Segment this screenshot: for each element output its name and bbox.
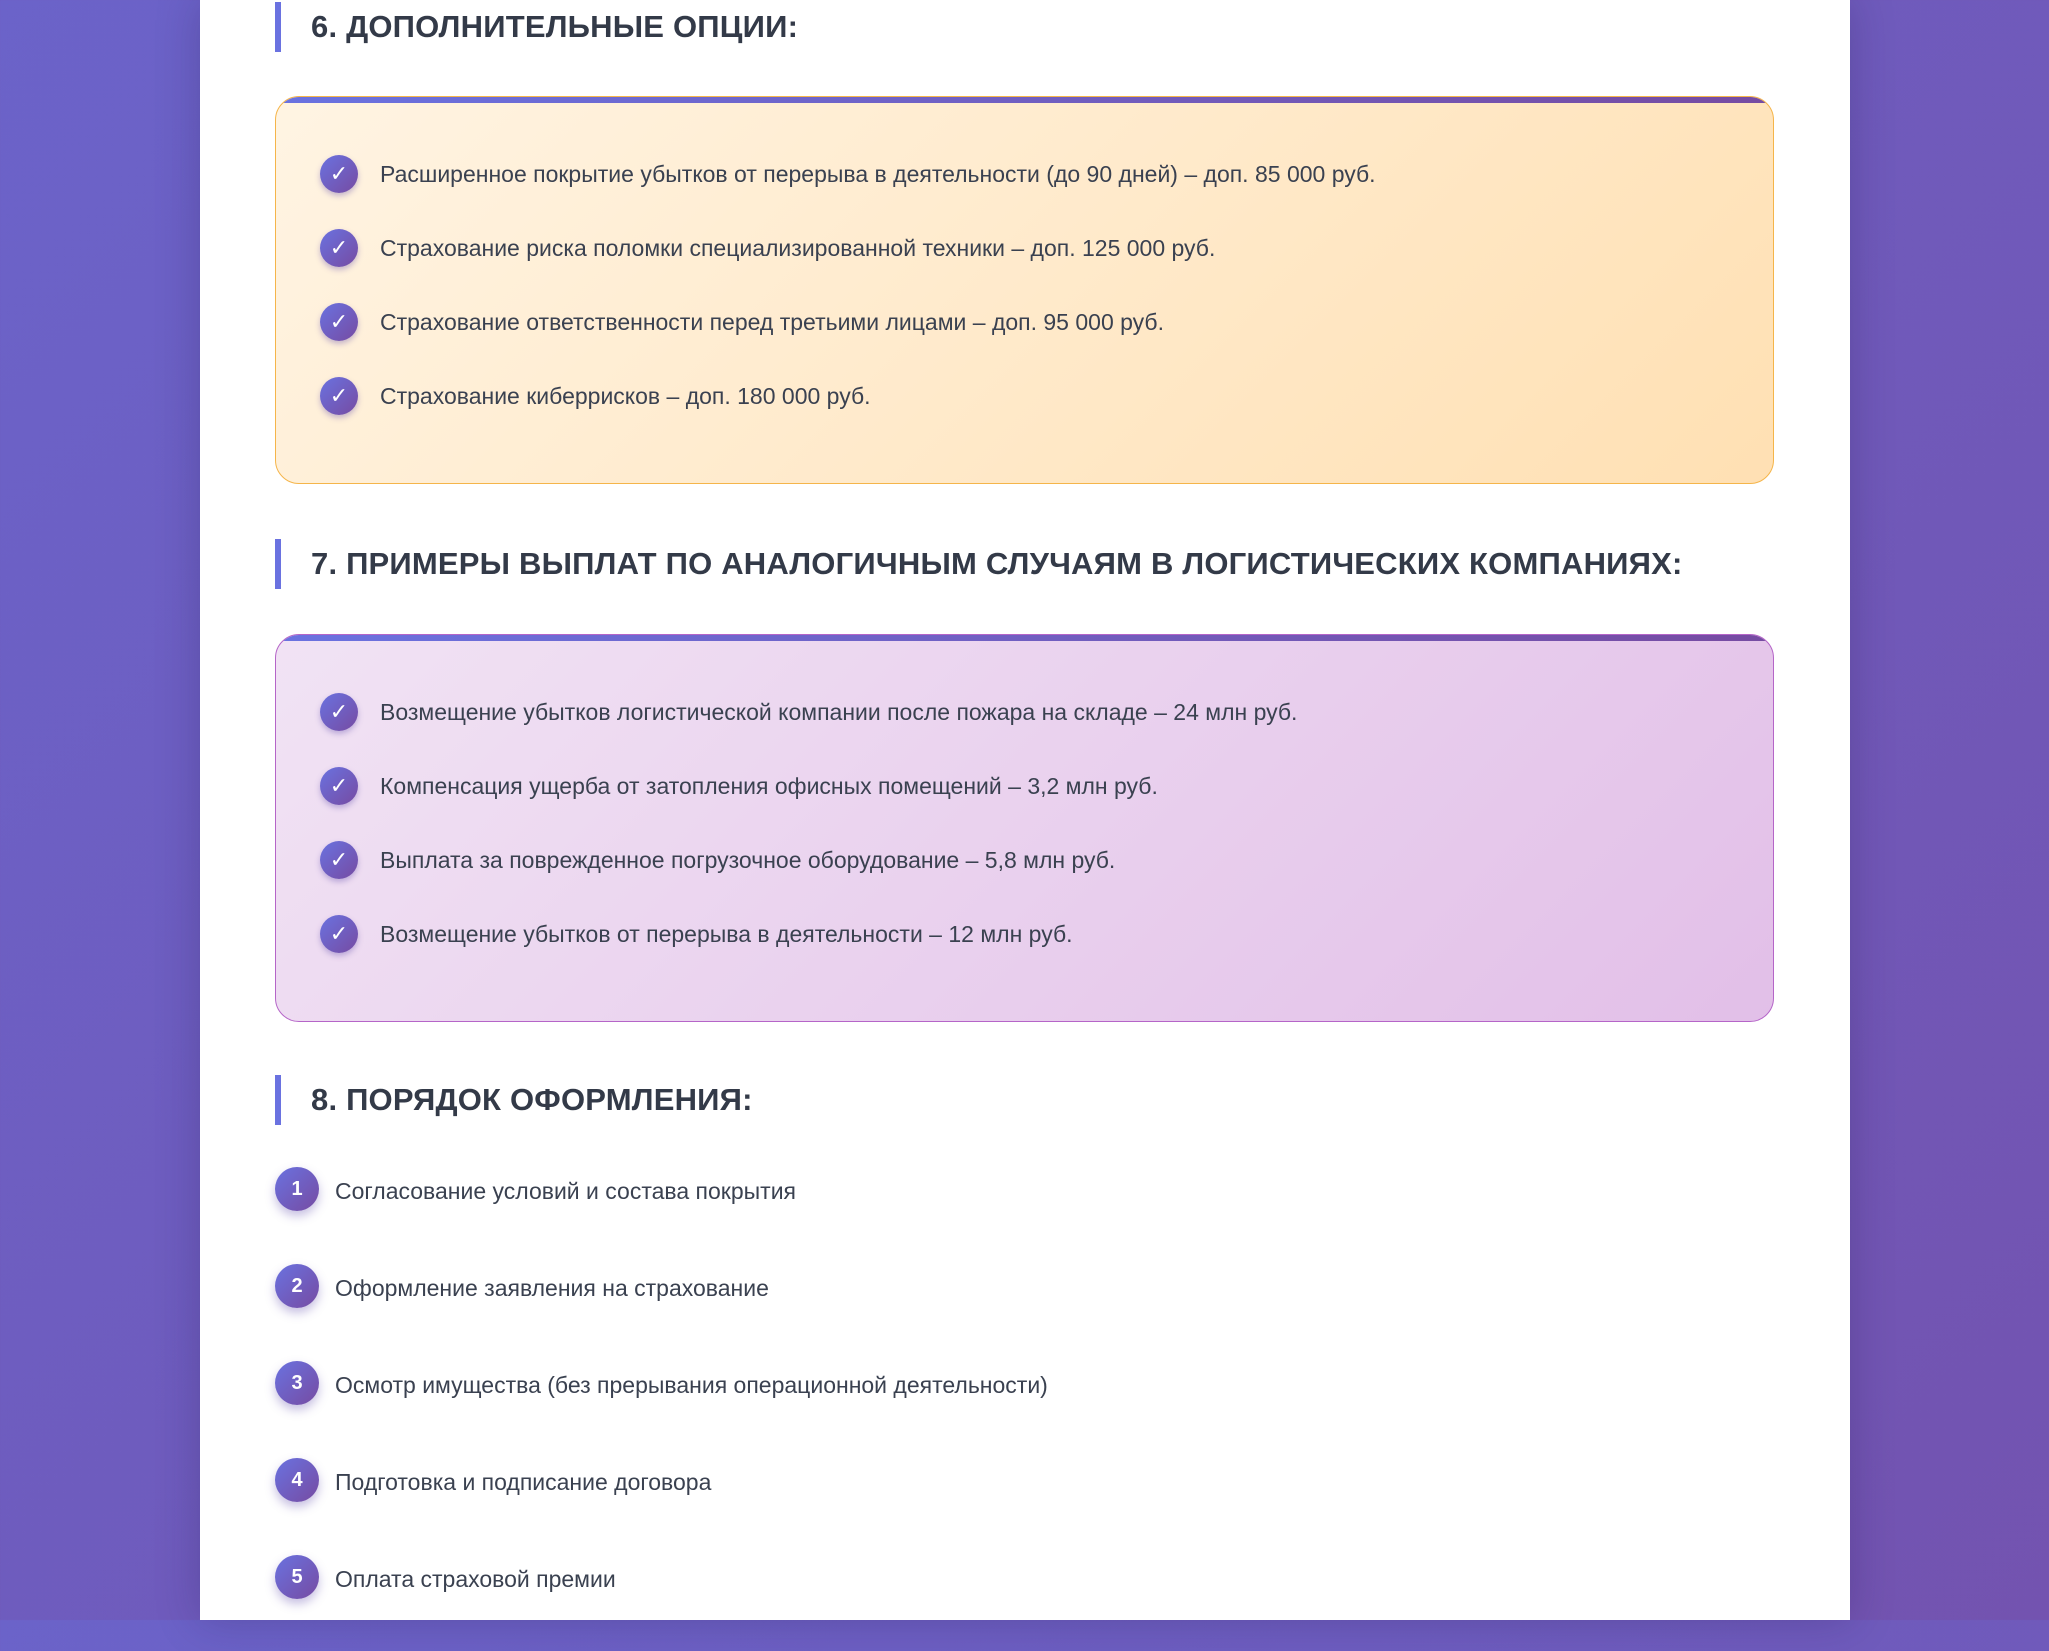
step-text: Оформление заявления на страхование (335, 1274, 769, 1301)
payout-examples-list (276, 635, 1773, 953)
step-number-badge: 4 (275, 1458, 319, 1502)
list-item (320, 155, 1773, 193)
check-icon: ✓ (320, 693, 358, 731)
section-title-procedure: 8. ПОРЯДОК ОФОРМЛЕНИЯ: (275, 1075, 753, 1125)
list-item (320, 915, 1773, 953)
step-item (275, 1263, 1048, 1309)
list-item-text: Возмещение убытков от перерыва в деятельности – 12 млн руб. (380, 920, 1073, 947)
list-item-text: Расширенное покрытие убытков от перерыва в деятельности (до 90 дней) – доп. 85 000 руб. (380, 160, 1376, 187)
check-icon: ✓ (320, 841, 358, 879)
document-page (200, 0, 1850, 1620)
step-number-badge: 1 (275, 1167, 319, 1211)
list-item (320, 841, 1773, 879)
check-icon: ✓ (320, 229, 358, 267)
payout-examples-card (275, 634, 1774, 1022)
list-item-text: Выплата за поврежденное погрузочное оборудование – 5,8 млн руб. (380, 846, 1116, 873)
check-icon: ✓ (320, 767, 358, 805)
step-item (275, 1360, 1048, 1406)
step-number-badge: 2 (275, 1264, 319, 1308)
additional-options-card (275, 96, 1774, 484)
check-icon: ✓ (320, 303, 358, 341)
step-text: Оплата страховой премии (335, 1565, 616, 1592)
step-item (275, 1554, 1048, 1600)
list-item (320, 303, 1773, 341)
check-icon: ✓ (320, 915, 358, 953)
step-text: Согласование условий и состава покрытия (335, 1177, 797, 1204)
list-item (320, 229, 1773, 267)
check-icon: ✓ (320, 377, 358, 415)
procedure-steps-list (275, 1166, 1048, 1651)
list-item (320, 377, 1773, 415)
list-item-text: Страхование киберрисков – доп. 180 000 руб. (380, 382, 871, 409)
check-icon: ✓ (320, 155, 358, 193)
list-item (320, 767, 1773, 805)
step-item (275, 1457, 1048, 1503)
list-item-text: Страхование риска поломки специализированной техники – доп. 125 000 руб. (380, 234, 1216, 261)
section-title-additional-options: 6. ДОПОЛНИТЕЛЬНЫЕ ОПЦИИ: (275, 2, 798, 52)
additional-options-list (276, 97, 1773, 415)
section-title-payout-examples: 7. ПРИМЕРЫ ВЫПЛАТ ПО АНАЛОГИЧНЫМ СЛУЧАЯМ В ЛОГИСТИЧЕСКИХ КОМПАНИЯХ: (275, 539, 1683, 589)
list-item (320, 693, 1773, 731)
step-text: Осмотр имущества (без прерывания операционной деятельности) (335, 1371, 1048, 1398)
list-item-text: Страхование ответственности перед третьими лицами – доп. 95 000 руб. (380, 308, 1164, 335)
step-number-badge: 5 (275, 1555, 319, 1599)
list-item-text: Возмещение убытков логистической компании после пожара на складе – 24 млн руб. (380, 698, 1298, 725)
list-item-text: Компенсация ущерба от затопления офисных помещений – 3,2 млн руб. (380, 772, 1158, 799)
step-item (275, 1166, 1048, 1212)
step-number-badge: 3 (275, 1361, 319, 1405)
step-text: Подготовка и подписание договора (335, 1468, 712, 1495)
